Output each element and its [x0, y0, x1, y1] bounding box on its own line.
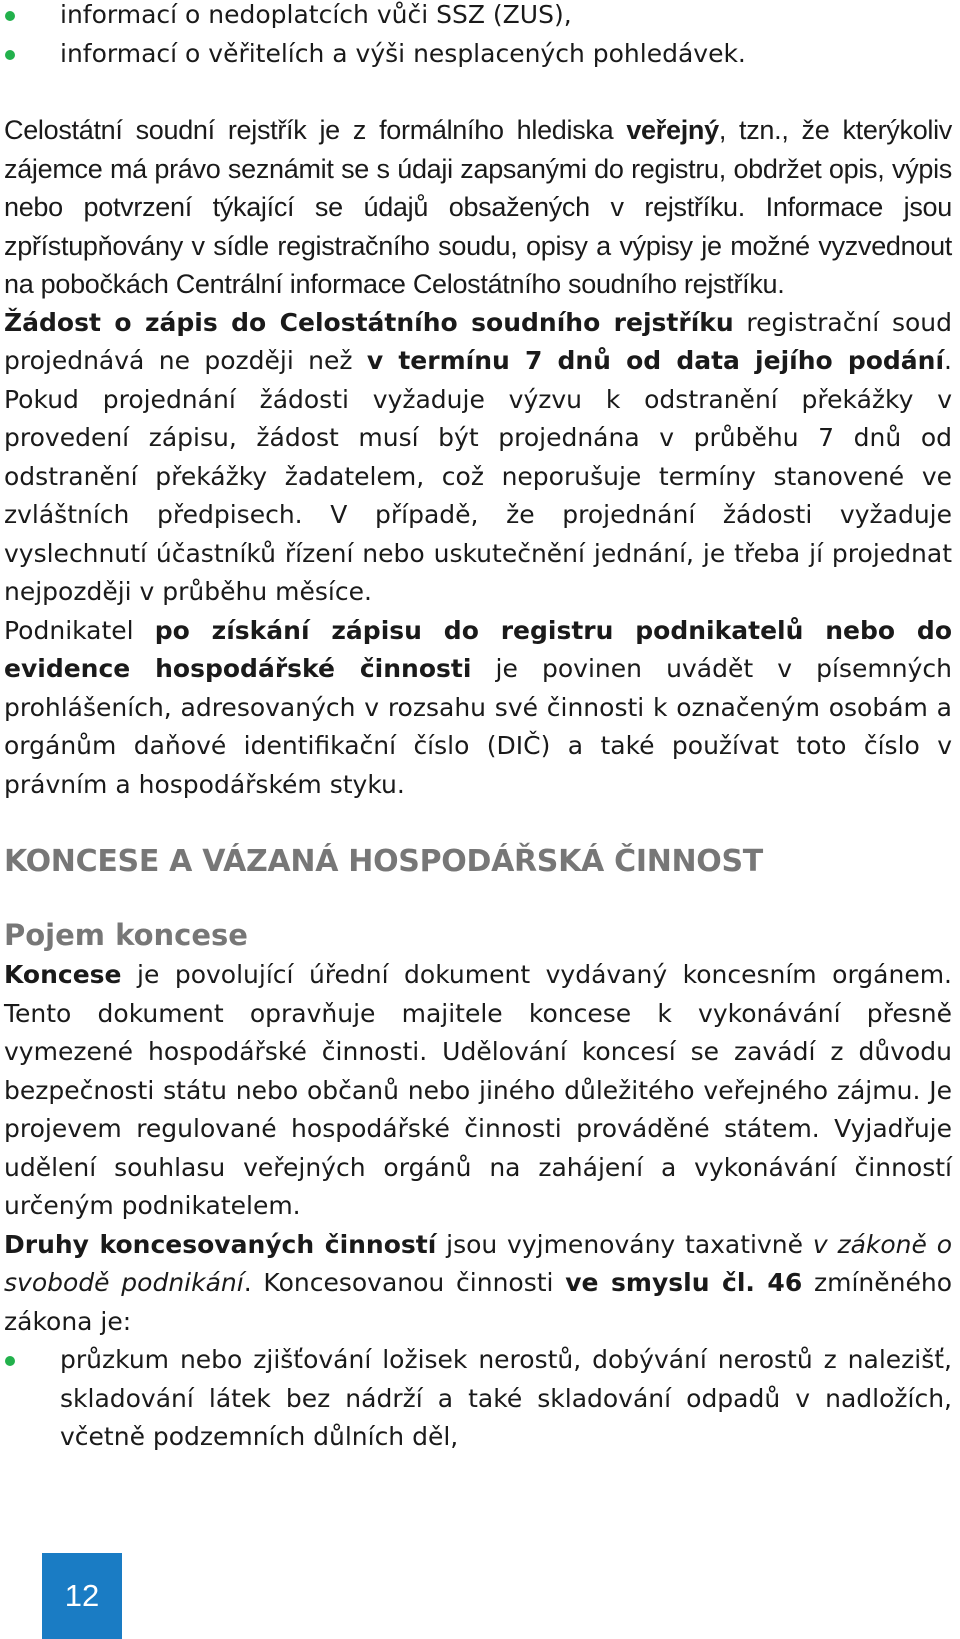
bold-text: Žádost o zápis do Celostátního soudního rejstříku — [4, 307, 734, 337]
bold-text: v termínu 7 dnů od data jejího podání — [366, 346, 945, 375]
page-content — [4, 0, 952, 1457]
bold-text: Koncese — [4, 960, 122, 989]
subheading: Pojem koncese — [4, 918, 248, 952]
bold-text: po získání zápisu do registru podnikatelů nebo do evidence hospodářské činnosti — [4, 615, 953, 683]
paragraph-concession-types: Druhy koncesovaných činností jsou vyjmenovány taxativně v zákoně o svobodě podnikání. Koncesovanou činnosti ve smyslu čl. 46 zmíněného zákona je: — [4, 1229, 952, 1336]
page-number: 12 — [42, 1553, 122, 1639]
paragraph-concession-definition: Koncese je povolující úřední dokument vydávaný koncesním orgánem. Tento dokument opravňuje majitele koncese k vykonávání přesně vymezené hospodářské činnosti. Udělování koncesí se zavádí z důvodu bezpečnosti státu nebo občanů nebo jiného důležitého veřejného zájmu. Je projevem regulované hospodářské činnosti prováděné státem. Vyjadřuje udělení souhlasu veřejných orgánů na zahájení a vykonávání činností určeným podnikatelem. — [4, 960, 952, 1220]
list-item: průzkum nebo zjišťování ložisek nerostů, dobývání nerostů z nalezišť, skladování látek bez nádrží a také skladování odpadů v nadložích, včetně podzemních důlních děl, — [4, 1341, 952, 1457]
list-item: informací o nedoplatcích vůči SSZ (ZUS), — [4, 0, 952, 35]
bold-text: Druhy koncesovaných činností — [4, 1229, 437, 1259]
paragraph-registry-public: Celostátní soudní rejstřík je z formálního hlediska veřejný, tzn., že kterýkoliv zájemce má právo seznámit se s údaji zapsanými do registru, obdržet opis, výpis nebo potvrzení týkající se údajů obsažených v rejstříku. Informace jsou zpřístupňovány v sídle registračního soudu, opisy a výpisy je možné vyzvednout na pobočkách Centrální informace Celostátního soudního rejstříku. — [4, 115, 953, 299]
bold-text: ve smyslu čl. 46 — [565, 1268, 803, 1297]
bottom-bullet-list — [4, 1341, 952, 1457]
italic-text: v zákoně o svobodě podnikání — [4, 1229, 952, 1297]
bold-text: veřejný — [626, 115, 719, 145]
paragraph-registration-request: Žádost o zápis do Celostátního soudního rejstříku registrační soud projednává ne později než v termínu 7 dnů od data jejího podání. Pokud projednání žádosti vyžaduje výzvu k odstranění překážky v provedení zápisu, žádost musí být projednána v průběhu 7 dnů od odstranění překážky žadatelem, což neporušuje termíny stanovené ve zvláštních předpisech. V případě, že projednání žádosti vyžaduje vyslechnutí účastníků řízení nebo uskutečnění jednání, je třeba jí projednat nejpozději v průběhu měsíce. — [4, 307, 952, 606]
paragraph-tax-id: Podnikatel po získání zápisu do registru podnikatelů nebo do evidence hospodářské činnosti je povinen uvádět v písemných prohlášeních, adresovaných v rozsahu své činnosti k označeným osobám a orgánům daňové identifikační číslo (DIČ) a také používat toto číslo v právním a hospodářském styku. — [4, 615, 953, 799]
list-item: informací o věřitelích a výši nesplacených pohledávek. — [4, 35, 952, 74]
section-heading: KONCESE A VÁZANÁ HOSPODÁŘSKÁ ČINNOST — [4, 844, 763, 879]
top-bullet-list — [4, 0, 952, 73]
